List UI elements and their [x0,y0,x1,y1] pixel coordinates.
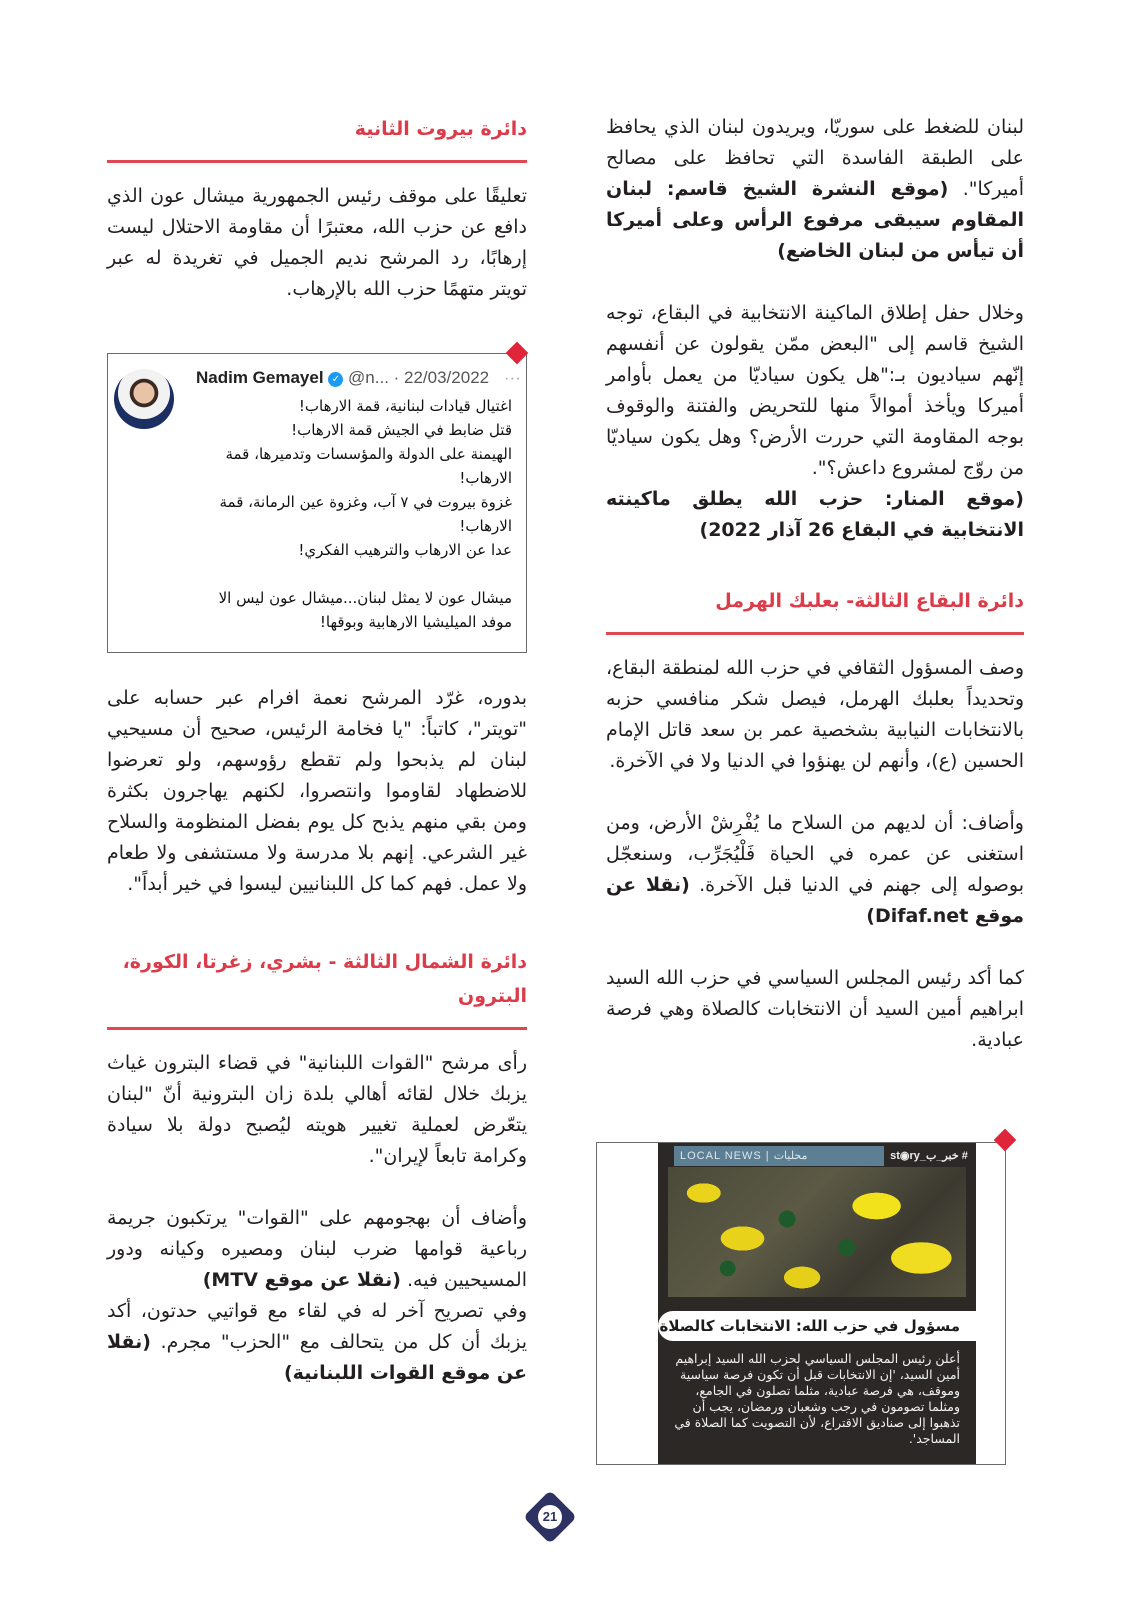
section-baalbek [606,584,1024,1056]
news-card [658,1143,976,1465]
tweet-header [196,368,521,388]
afram-paragraph: بدوره، غرّد المرشح نعمة افرام عبر حسابه على "تويتر"، كاتباً: "يا فخامة الرئيس، صحيح أن مسيحيي لبنان لم يذبحوا ولم تقطع رؤوسهم، ولو تعرضوا للاضطهاد لقاوموا وانتصروا، لكنهم يهاجرون بكثرة ومن بقي منهم يذبح كل يوم بفضل المنظومة والسلاح غير الشرعي. إنهم بلا مدرسة ولا مستشفى ولا طعام ولا عمل. فهم كما كل اللبنانيين ليسوا في خير أبداً". [107,687,527,895]
news-photo [668,1167,966,1297]
section-title-north: دائرة الشمال الثالثة - بشري، زغرتا، الكورة، البترون [122,951,527,1007]
title-divider [107,1027,527,1030]
more-options-icon: ··· [503,368,521,387]
news-text: أعلن رئيس المجلس السياسي لحزب الله السيد إبراهيم أمين السيد، 'إن الانتخابات قبل أن تكون فرصة سياسية وموقف، هي فرصة عبادية، مثلما تصلون في الجامع، ومثلما تصومون في رجب وشعبان ورمضان، يجب أن تذهبوا إلى صناديق الاقتراع، لأن التصويت كما الصلاة في المساجد'. [674,1351,960,1446]
tweet-card [107,353,527,653]
north-paragraph-1: رأى مرشح "القوات اللبنانية" في قضاء البترون غياث يزبك خلال لقائه أهالي بلدة زان البترونية أنّ "لبنان يتعّرض لعملية تغيير هويته ليُصبح دولة بلا سيادة وكرامة تابعاً لإيران". [107,1052,527,1167]
intro-paragraph: لبنان للضغط على سوريّا، ويريدون لبنان الذي يحافظ على الطبقة الفاسدة التي تحافظ على مصالح أميركا". (موقع النشرة الشيخ قاسم: لبنان المقاوم سيبقى مرفوع الرأس وعلى أميركا أن تيأس من لبنان الخاضع) [606,116,1024,262]
tweet-line: عدا عن الارهاب والترهيب الفكري! [298,541,512,559]
qassem-source: (موقع المنار: حزب الله يطلق ماكينته الانتخابية في البقاع 26 آذار 2022) [606,488,1024,541]
beirut-paragraph: تعليقًا على موقف رئيس الجمهورية ميشال عون الذي دافع عن حزب الله، معتبرًا أن مقاومة الاحتلال ليست إرهابًا، رد المرشح نديم الجميل في تغريدة له عبر تويتر متهمًا حزب الله بالإرهاب. [107,185,527,300]
news-screenshot [596,1142,1006,1465]
tweet-line: الهيمنة على الدولة والمؤسسات وتدميرها، قمة الارهاب! [225,445,512,487]
section-title-beirut: دائرة بيروت الثانية [354,118,527,140]
title-divider [606,632,1024,635]
intro-source: (موقع النشرة الشيخ قاسم: لبنان المقاوم سيبقى مرفوع الرأس وعلى أميركا أن تيأس من لبنان الخاضع) [606,178,1024,262]
tweet-body [202,394,512,634]
mtv-source: (نقلا عن موقع MTV) [202,1269,401,1291]
north-paragraph-2: وأضاف أن بهجومهم على "القوات" يرتكبون جريمة رباعية قوامها ضرب لبنان ومصيره وكيانه ودور المسيحيين فيه. (نقلا عن موقع MTV) [107,1207,527,1291]
news-headline: مسؤول في حزب الله: الانتخابات كالصلاة [658,1311,976,1341]
baalbek-paragraph-2: وأضاف: أن لديهم من السلاح ما يُفْرِشْ الأرض، ومن استغنى عن عمره في الحياة فَلْيُجَرِّب، وسنعجّل بوصوله إلى جهنم في الدنيا قبل الآخرة. (نقلا عن موقع Difaf.net) [606,812,1024,927]
north-paragraph-3: وفي تصريح آخر له في لقاء مع قواتيي حدتون، أكد يزبك أن كل من يتحالف مع "الحزب" مجرم. (نقلا عن موقع القوات اللبنانية) [107,1300,527,1384]
section-north [107,945,527,1389]
section-beirut [107,112,527,305]
section-title-baalbek: دائرة البقاع الثالثة- بعلبك الهرمل [715,590,1024,612]
tweet-author: Nadim Gemayel [196,368,324,387]
page-number: 21 [538,1505,562,1529]
title-divider [107,160,527,163]
page-number-badge [528,1495,572,1539]
baalbek-paragraph-1: وصف المسؤول الثقافي في حزب الله لمنطقة البقاع، وتحديداً بعلبك الهرمل، فيصل شكر منافسي حزبه بالانتخابات النيابية بشخصية عمر بن سعد قاتل الإمام الحسين (ع)، وأنهم لن يهنؤوا في الدنيا ولا في الآخرة. [606,657,1024,772]
tweet-handle-date: @n... · 22/03/2022 [348,368,490,387]
qassem-paragraph: وخلال حفل إطلاق الماكينة الانتخابية في البقاع، توجه الشيخ قاسم إلى "البعض ممّن يقولون عن أنفسهم إنّهم سياديون بـ:"هل يكون سياديّا من يعمل بأوامر أميركا ويأخذ أموالاً منها للتحريض والفتنة والوقوف بوجه المقاومة التي حررت الأرض؟ وهل يكون سياديّا من روّج لمشروع داعش؟". [606,302,1024,479]
baalbek-paragraph-3: كما أكد رئيس المجلس السياسي في حزب الله السيد ابراهيم أمين السيد أن الانتخابات كالصلاة وهي فرصة عبادية. [606,967,1024,1051]
news-category-bar [674,1146,974,1166]
verified-badge-icon: ✓ [328,372,343,387]
avatar [114,369,174,429]
news-category: LOCAL NEWS | محليات [680,1150,808,1162]
lf-source: (نقلا عن موقع القوات اللبنانية) [107,1331,527,1384]
news-brand: st◉ry_خبر_ب # [884,1146,974,1166]
tweet-line: اغتيال قيادات لبنانية، قمة الارهاب! [298,397,512,415]
difaf-source: (نقلا عن موقع Difaf.net) [606,874,1024,927]
tweet-line: قتل ضابط في الجيش قمة الارهاب! [291,421,512,439]
tweet-line: غزوة بيروت في ٧ آب، وغزوة عين الرمانة، قمة الارهاب! [219,493,512,535]
left-column-lower [107,683,527,1389]
tweet-line: ميشال عون لا يمثل لبنان...ميشال عون ليس الا موفد الميليشيا الارهابية وبوقها! [218,589,512,631]
right-column [606,112,1024,1056]
tweet-line-gap [202,562,512,586]
left-column [107,112,527,305]
